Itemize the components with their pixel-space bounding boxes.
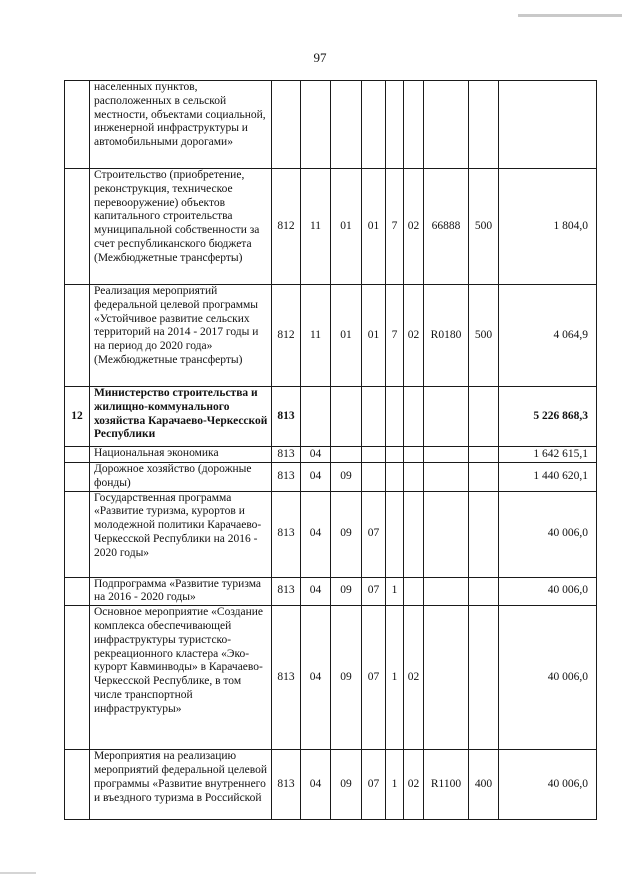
section-code: 11 <box>301 169 331 285</box>
direction-code <box>424 387 469 447</box>
ministry-code: 812 <box>272 285 301 387</box>
expense-type-code: 400 <box>469 750 499 820</box>
direction-code <box>424 463 469 492</box>
expense-type-code <box>469 447 499 463</box>
section-code: 04 <box>301 606 331 750</box>
row-number: 12 <box>65 387 90 447</box>
subprogram-code <box>386 491 404 577</box>
expense-type-code <box>469 606 499 750</box>
measure-code <box>404 447 424 463</box>
subprogram-code <box>386 447 404 463</box>
ministry-code <box>272 81 301 169</box>
measure-code <box>404 387 424 447</box>
budget-table <box>64 80 597 820</box>
expense-type-code <box>469 463 499 492</box>
table-row <box>65 750 597 820</box>
amount: 40 006,0 <box>499 606 597 750</box>
expense-type-code: 500 <box>469 285 499 387</box>
scan-corner-mark <box>518 14 622 17</box>
direction-code: 66888 <box>424 169 469 285</box>
table-row <box>65 606 597 750</box>
scan-smudge <box>0 872 36 874</box>
section-code: 04 <box>301 447 331 463</box>
section-code: 04 <box>301 577 331 606</box>
row-number <box>65 577 90 606</box>
section-code <box>301 81 331 169</box>
budget-item-name: Национальная экономика <box>90 447 272 463</box>
subsection-code: 09 <box>331 750 362 820</box>
ministry-code: 812 <box>272 169 301 285</box>
direction-code <box>424 491 469 577</box>
row-number <box>65 463 90 492</box>
direction-code: R1100 <box>424 750 469 820</box>
direction-code <box>424 447 469 463</box>
program-code: 01 <box>362 169 386 285</box>
subprogram-code: 1 <box>386 577 404 606</box>
budget-item-name: Реализация мероприятий федеральной целевой программы «Устойчивое развитие сельских территорий на 2014 - 2017 годы и на период до 2020 года» (Межбюджетные трансферты) <box>90 285 272 387</box>
section-code <box>301 387 331 447</box>
amount: 40 006,0 <box>499 491 597 577</box>
budget-item-name: Основное мероприятие «Создание комплекса обеспечивающей инфраструктуры туристско-рекреационного кластера «Эко-курорт Кавминводы» в Карачаево-Черкесской Республике, в том числе транспортной инфраструктуры» <box>90 606 272 750</box>
program-code: 07 <box>362 577 386 606</box>
subprogram-code: 1 <box>386 750 404 820</box>
program-code <box>362 447 386 463</box>
table-row <box>65 463 597 492</box>
budget-item-name: Строительство (приобретение, реконструкция, техническое перевооружение) объектов капитального строительства муниципальной собственности за счет республиканского бюджета (Межбюджетные трансферты) <box>90 169 272 285</box>
subsection-code: 09 <box>331 463 362 492</box>
row-number <box>65 169 90 285</box>
direction-code <box>424 81 469 169</box>
measure-code: 02 <box>404 169 424 285</box>
expense-type-code <box>469 491 499 577</box>
program-code <box>362 463 386 492</box>
subprogram-code: 7 <box>386 169 404 285</box>
program-code: 07 <box>362 606 386 750</box>
program-code: 07 <box>362 491 386 577</box>
program-code: 07 <box>362 750 386 820</box>
section-code: 04 <box>301 750 331 820</box>
amount <box>499 81 597 169</box>
direction-code <box>424 577 469 606</box>
expense-type-code <box>469 577 499 606</box>
subsection-code <box>331 447 362 463</box>
ministry-code: 813 <box>272 750 301 820</box>
ministry-code: 813 <box>272 463 301 492</box>
subsection-code: 01 <box>331 169 362 285</box>
budget-table-body <box>65 81 597 820</box>
measure-code: 02 <box>404 285 424 387</box>
amount: 40 006,0 <box>499 577 597 606</box>
measure-code: 02 <box>404 750 424 820</box>
expense-type-code <box>469 81 499 169</box>
subsection-code: 01 <box>331 285 362 387</box>
subprogram-code <box>386 463 404 492</box>
amount: 4 064,9 <box>499 285 597 387</box>
row-number <box>65 285 90 387</box>
subprogram-code: 7 <box>386 285 404 387</box>
budget-item-name: Министерство строительства и жилищно-коммунального хозяйства Карачаево-Черкесской Республики <box>90 387 272 447</box>
program-code <box>362 81 386 169</box>
section-code: 11 <box>301 285 331 387</box>
subsection-code <box>331 81 362 169</box>
section-code: 04 <box>301 463 331 492</box>
amount: 40 006,0 <box>499 750 597 820</box>
subprogram-code <box>386 81 404 169</box>
table-row <box>65 447 597 463</box>
row-number <box>65 491 90 577</box>
direction-code <box>424 606 469 750</box>
table-row <box>65 387 597 447</box>
amount: 1 440 620,1 <box>499 463 597 492</box>
amount: 1 804,0 <box>499 169 597 285</box>
budget-item-name: Государственная программа «Развитие туризма, курортов и молодежной политики Карачаево-Черкесской Республики на 2016 - 2020 годы» <box>90 491 272 577</box>
table-row <box>65 169 597 285</box>
measure-code <box>404 491 424 577</box>
subsection-code: 09 <box>331 491 362 577</box>
amount: 5 226 868,3 <box>499 387 597 447</box>
row-number <box>65 750 90 820</box>
budget-item-name: Мероприятия на реализацию мероприятий федеральной целевой программы «Развитие внутреннего и въездного туризма в Российской <box>90 750 272 820</box>
expense-type-code <box>469 387 499 447</box>
table-row <box>65 81 597 169</box>
direction-code: R0180 <box>424 285 469 387</box>
table-row <box>65 577 597 606</box>
expense-type-code: 500 <box>469 169 499 285</box>
page-number: 97 <box>313 50 327 65</box>
ministry-code: 813 <box>272 387 301 447</box>
subprogram-code <box>386 387 404 447</box>
ministry-code: 813 <box>272 606 301 750</box>
budget-item-name: Подпрограмма «Развитие туризма на 2016 - 2020 годы» <box>90 577 272 606</box>
measure-code: 02 <box>404 606 424 750</box>
row-number <box>65 447 90 463</box>
ministry-code: 813 <box>272 491 301 577</box>
measure-code <box>404 81 424 169</box>
section-code: 04 <box>301 491 331 577</box>
row-number <box>65 606 90 750</box>
budget-item-name: населенных пунктов, расположенных в сельской местности, объектами социальной, инженерной инфраструктуры и автомобильными дорогами» <box>90 81 272 169</box>
budget-item-name: Дорожное хозяйство (дорожные фонды) <box>90 463 272 492</box>
subprogram-code: 1 <box>386 606 404 750</box>
subsection-code: 09 <box>331 577 362 606</box>
subsection-code <box>331 387 362 447</box>
program-code <box>362 387 386 447</box>
ministry-code: 813 <box>272 577 301 606</box>
measure-code <box>404 463 424 492</box>
program-code: 01 <box>362 285 386 387</box>
subsection-code: 09 <box>331 606 362 750</box>
amount: 1 642 615,1 <box>499 447 597 463</box>
table-row <box>65 285 597 387</box>
measure-code <box>404 577 424 606</box>
ministry-code: 813 <box>272 447 301 463</box>
row-number <box>65 81 90 169</box>
table-row <box>65 491 597 577</box>
